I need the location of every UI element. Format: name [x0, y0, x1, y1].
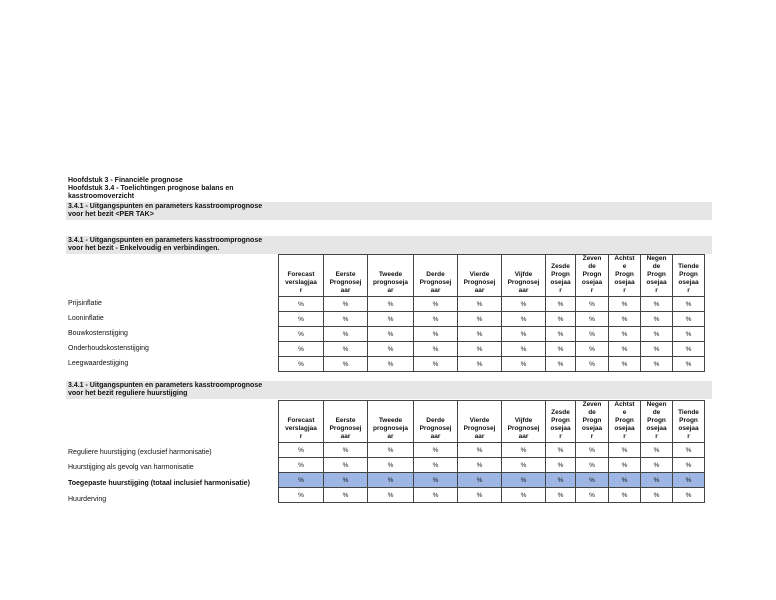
table-cell[interactable]: % — [458, 357, 502, 372]
section2-table — [278, 400, 705, 503]
table-cell[interactable]: % — [458, 458, 502, 473]
subchapter-title: Hoofdstuk 3.4 - Toelichtingen prognose balans en — [68, 185, 234, 192]
table-cell[interactable]: % — [576, 458, 609, 473]
table-cell[interactable]: % — [502, 458, 546, 473]
table-cell[interactable]: % — [673, 342, 705, 357]
table-cell[interactable]: % — [576, 297, 609, 312]
table-cell[interactable]: % — [609, 342, 641, 357]
row-label-prijsinflatie: Prijsinflatie — [68, 300, 102, 307]
col-header: Derde Prognosej aar — [414, 401, 458, 443]
col-header: Vierde Prognosej aar — [458, 255, 502, 297]
table-cell[interactable]: % — [641, 443, 673, 458]
col-header: Negen de Progn osejaa r — [641, 255, 673, 297]
table-cell[interactable]: % — [546, 342, 576, 357]
table-cell[interactable]: % — [368, 473, 414, 488]
table-row — [279, 357, 705, 372]
table-cell[interactable]: % — [414, 443, 458, 458]
table-cell[interactable]: % — [609, 357, 641, 372]
col-header: Vijfde Prognosej aar — [502, 255, 546, 297]
table-cell[interactable]: % — [609, 458, 641, 473]
subchapter-title-cont: kasstroomoverzicht — [68, 193, 135, 200]
table-cell[interactable]: % — [546, 297, 576, 312]
table-cell[interactable]: % — [673, 473, 705, 488]
table-cell[interactable]: % — [502, 297, 546, 312]
col-header: Tiende Progn osejaa r — [673, 401, 705, 443]
table-cell[interactable]: % — [324, 297, 368, 312]
table-cell[interactable]: % — [324, 357, 368, 372]
table-cell[interactable]: % — [576, 342, 609, 357]
table-cell[interactable]: % — [279, 327, 324, 342]
row-label-looninflatie: Looninflatie — [68, 315, 104, 322]
table-cell[interactable]: % — [324, 312, 368, 327]
col-header: Tweede prognoseja ar — [368, 401, 414, 443]
table-cell[interactable]: % — [414, 342, 458, 357]
table-cell[interactable]: % — [609, 327, 641, 342]
table-cell[interactable]: % — [414, 327, 458, 342]
table-cell[interactable]: % — [324, 488, 368, 503]
table-cell[interactable]: % — [502, 327, 546, 342]
section-title-line1: 3.4.1 - Uitgangspunten en parameters kasstroomprognose — [68, 203, 263, 210]
table-cell[interactable]: % — [609, 473, 641, 488]
table-cell[interactable]: % — [641, 342, 673, 357]
table-cell[interactable]: % — [324, 458, 368, 473]
table-cell[interactable]: % — [673, 458, 705, 473]
table-cell[interactable]: % — [458, 312, 502, 327]
table-row — [279, 458, 705, 473]
table-cell[interactable]: % — [414, 488, 458, 503]
row-label-onderhoudskostenstijging: Onderhoudskostenstijging — [68, 345, 149, 352]
table-cell[interactable]: % — [368, 327, 414, 342]
col-header: Achtst e Progn osejaa r — [609, 255, 641, 297]
table-row-highlighted — [279, 473, 705, 488]
table-row — [279, 488, 705, 503]
table-row — [279, 297, 705, 312]
table-cell[interactable]: % — [324, 327, 368, 342]
table-cell[interactable]: % — [324, 473, 368, 488]
col-header: Derde Prognosej aar — [414, 255, 458, 297]
table-cell[interactable]: % — [546, 327, 576, 342]
section1-header-row — [279, 255, 705, 297]
table-cell[interactable]: % — [368, 458, 414, 473]
col-header: Zeven de Progn osejaa r — [576, 401, 609, 443]
table-cell[interactable]: % — [368, 342, 414, 357]
table-cell[interactable]: % — [414, 357, 458, 372]
table-cell[interactable]: % — [279, 312, 324, 327]
table-cell[interactable]: % — [641, 357, 673, 372]
table-cell[interactable]: % — [673, 327, 705, 342]
table-cell[interactable]: % — [641, 458, 673, 473]
col-header: Vierde Prognosej aar — [458, 401, 502, 443]
section2-title-line1: 3.4.1 - Uitgangspunten en parameters kasstroomprognose — [68, 382, 263, 389]
table-cell[interactable]: % — [279, 342, 324, 357]
table-cell[interactable]: % — [279, 297, 324, 312]
table-cell[interactable]: % — [609, 488, 641, 503]
col-header: Tiende Progn osejaa r — [673, 255, 705, 297]
table-cell[interactable]: % — [673, 297, 705, 312]
table-cell[interactable]: % — [458, 342, 502, 357]
table-cell[interactable]: % — [576, 312, 609, 327]
table-cell[interactable]: % — [368, 488, 414, 503]
table-cell[interactable]: % — [458, 327, 502, 342]
table-cell[interactable]: % — [279, 458, 324, 473]
table-cell[interactable]: % — [502, 488, 546, 503]
col-header: Achtst e Progn osejaa r — [609, 401, 641, 443]
table-cell[interactable]: % — [324, 443, 368, 458]
table-cell[interactable]: % — [673, 443, 705, 458]
table-cell[interactable]: % — [609, 312, 641, 327]
col-header: Forecast verslagjaa r — [279, 401, 324, 443]
table-cell[interactable]: % — [502, 357, 546, 372]
table-cell[interactable]: % — [641, 473, 673, 488]
table-cell[interactable]: % — [414, 312, 458, 327]
col-header: Eerste Prognosej aar — [324, 401, 368, 443]
section1-title-line2: voor het bezit - Enkelvoudig en verbindingen. — [68, 245, 220, 252]
table-cell[interactable]: % — [576, 357, 609, 372]
table-cell[interactable]: % — [458, 473, 502, 488]
table-cell[interactable]: % — [576, 488, 609, 503]
table-row — [279, 443, 705, 458]
table-cell[interactable]: % — [641, 297, 673, 312]
chapter-title: Hoofdstuk 3 - Financiële prognose — [68, 177, 183, 184]
table-cell[interactable]: % — [368, 357, 414, 372]
table-cell[interactable]: % — [641, 327, 673, 342]
table-cell[interactable]: % — [279, 488, 324, 503]
col-header: Zesde Progn osejaa r — [546, 401, 576, 443]
table-cell[interactable]: % — [546, 443, 576, 458]
row-label-reguliere-huurstijging: Reguliere huurstijging (exclusief harmonisatie) — [68, 449, 212, 456]
table-cell[interactable]: % — [324, 342, 368, 357]
section-title-band — [66, 202, 712, 220]
table-cell[interactable]: % — [279, 473, 324, 488]
table-row — [279, 327, 705, 342]
table-cell[interactable]: % — [368, 443, 414, 458]
row-label-leegwaardestijging: Leegwaardestijging — [68, 360, 129, 367]
row-label-toegepaste-huurstijging: Toegepaste huurstijging (totaal inclusief harmonisatie) — [68, 480, 250, 487]
col-header: Negen de Progn osejaa r — [641, 401, 673, 443]
table-cell[interactable]: % — [546, 357, 576, 372]
table-cell[interactable]: % — [414, 473, 458, 488]
col-header: Vijfde Prognosej aar — [502, 401, 546, 443]
section1-title-band — [66, 236, 712, 254]
table-cell[interactable]: % — [458, 443, 502, 458]
table-cell[interactable]: % — [641, 488, 673, 503]
table-cell[interactable]: % — [368, 312, 414, 327]
section2-header-row — [279, 401, 705, 443]
table-cell[interactable]: % — [458, 297, 502, 312]
table-cell[interactable]: % — [458, 488, 502, 503]
row-label-harmonisatie: Huurstijging als gevolg van harmonisatie — [68, 464, 194, 471]
section1-title-line1: 3.4.1 - Uitgangspunten en parameters kasstroomprognose — [68, 237, 263, 244]
row-label-huurderving: Huurderving — [68, 496, 107, 503]
col-header: Tweede prognoseja ar — [368, 255, 414, 297]
table-cell[interactable]: % — [502, 473, 546, 488]
table-cell[interactable]: % — [546, 312, 576, 327]
table-cell[interactable]: % — [546, 458, 576, 473]
table-cell[interactable]: % — [546, 473, 576, 488]
table-cell[interactable]: % — [576, 327, 609, 342]
col-header: Zeven de Progn osejaa r — [576, 255, 609, 297]
table-cell[interactable]: % — [414, 458, 458, 473]
section2-title-line2: voor het bezit reguliere huurstijging — [68, 390, 188, 397]
row-label-bouwkostenstijging: Bouwkostenstijging — [68, 330, 128, 337]
table-cell[interactable]: % — [502, 312, 546, 327]
table-cell[interactable]: % — [609, 443, 641, 458]
table-cell[interactable]: % — [279, 443, 324, 458]
table-cell[interactable]: % — [502, 443, 546, 458]
section1-table — [278, 254, 705, 372]
col-header: Eerste Prognosej aar — [324, 255, 368, 297]
table-cell[interactable]: % — [576, 473, 609, 488]
table-cell[interactable]: % — [576, 443, 609, 458]
table-cell[interactable]: % — [368, 297, 414, 312]
table-cell[interactable]: % — [641, 312, 673, 327]
table-cell[interactable]: % — [673, 488, 705, 503]
table-row — [279, 312, 705, 327]
table-cell[interactable]: % — [673, 357, 705, 372]
table-cell[interactable]: % — [414, 297, 458, 312]
table-cell[interactable]: % — [546, 488, 576, 503]
section2-title-band — [66, 381, 712, 399]
table-cell[interactable]: % — [502, 342, 546, 357]
col-header: Forecast verslagjaa r — [279, 255, 324, 297]
table-cell[interactable]: % — [609, 297, 641, 312]
section-title-line2: voor het bezit <PER TAK> — [68, 211, 154, 218]
table-row — [279, 342, 705, 357]
col-header: Zesde Progn osejaa r — [546, 255, 576, 297]
table-cell[interactable]: % — [279, 357, 324, 372]
table-cell[interactable]: % — [673, 312, 705, 327]
